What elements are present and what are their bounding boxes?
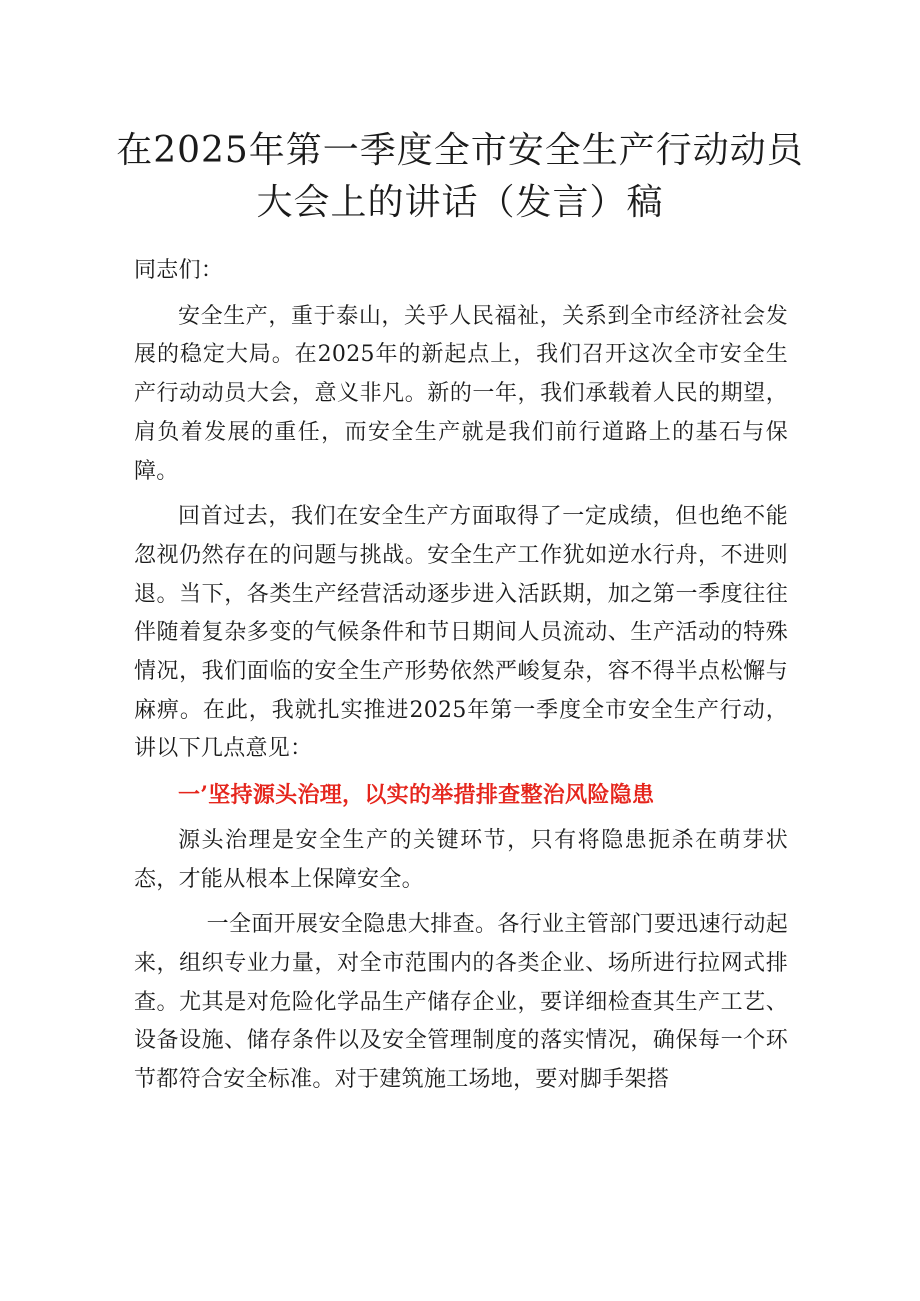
paragraph-1: 安全生产，重于泰山，关乎人民福祉，关系到全市经济社会发展的稳定大局。在2025年的新起点上，我们召开这次全市安全生产行动动员大会，意义非凡。新的一年，我们承载着人民的期望，肩负着发展的重任，而安全生产就是我们前行道路上的基石与保障。	[134, 303, 788, 484]
title-line-1: 在2025年第一季度全市安全生产行动动员	[116, 130, 804, 171]
salutation: 同志们：	[134, 258, 224, 283]
section-1-intro: 源头治理是安全生产的关键环节，只有将隐患扼杀在萌芽状态，才能从根本上保障安全。	[134, 827, 788, 892]
paragraph-2: 回首过去，我们在安全生产方面取得了一定成绩，但也绝不能忽视仍然存在的问题与挑战。安全生产工作犹如逆水行舟，不进则退。当下，各类生产经营活动逐步进入活跃期，加之第一季度往往伴随着复杂多变的气候条件和节日期间人员流动、生产活动的特殊情况，我们面临的安全生产形势依然严峻复杂，容不得半点松懈与麻痹。在此，我就扎实推进2025年第一季度全市安全生产行动，讲以下几点意见：	[134, 504, 788, 762]
section-1-point-1: 一全面开展安全隐患大排查。各行业主管部门要迅速行动起来，组织专业力量，对全市范围内的各类企业、场所进行拉网式排查。尤其是对危险化学品生产储存企业，要详细检查其生产工艺、设备设施、储存条件以及安全管理制度的落实情况，确保每一个环节都符合安全标准。对于建筑施工场地，要对脚手架搭	[134, 912, 788, 1093]
section-heading-1: 一’坚持源头治理，以实的举措排查整治风险隐患	[178, 782, 655, 809]
document-title	[100, 125, 820, 229]
title-line-2: 大会上的讲话（发言）稿	[256, 182, 664, 223]
document-body	[134, 252, 788, 1107]
